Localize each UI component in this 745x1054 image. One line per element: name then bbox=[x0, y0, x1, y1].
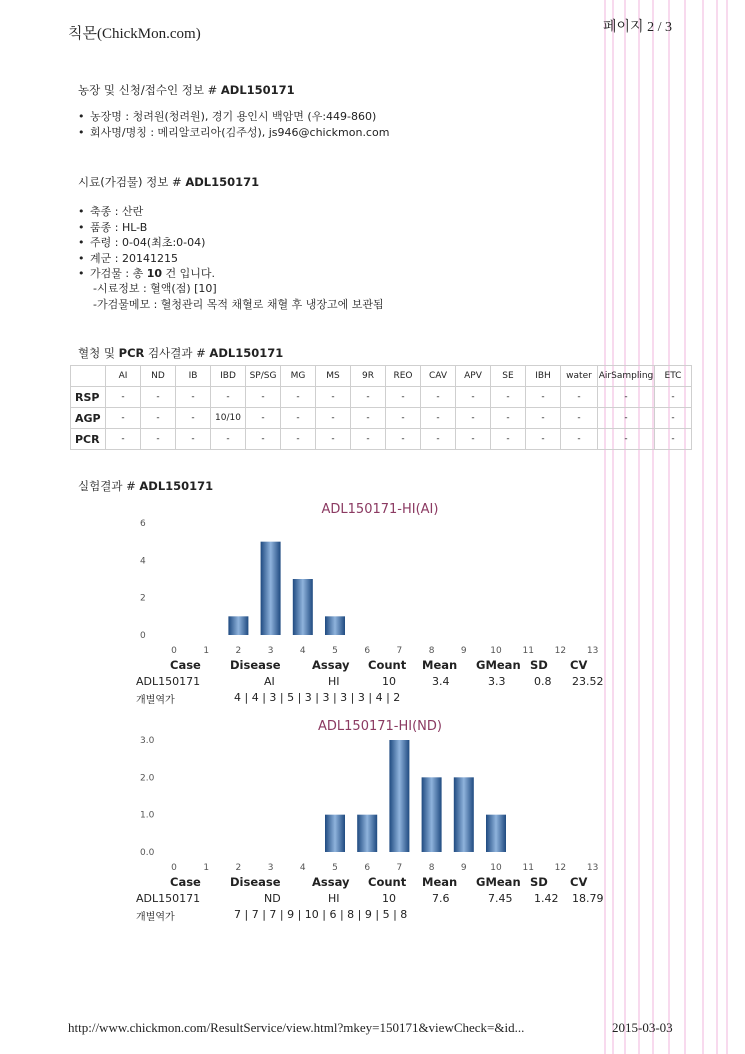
stats-value: 18.79 bbox=[572, 892, 604, 905]
column-header-reo: REO bbox=[386, 366, 421, 387]
stats-label: SD bbox=[530, 875, 548, 889]
table-cell: - bbox=[526, 387, 561, 408]
x-tick-label: 3 bbox=[267, 646, 274, 656]
sample-sub-info bbox=[78, 281, 384, 312]
column-header-nd: ND bbox=[141, 366, 176, 387]
stats-label: GMean bbox=[476, 658, 521, 672]
x-tick-label: 12 bbox=[554, 863, 567, 873]
table-cell: - bbox=[491, 408, 526, 429]
column-header-cav: CAV bbox=[421, 366, 456, 387]
farm-info-list bbox=[78, 109, 389, 140]
x-tick-label: 7 bbox=[396, 646, 403, 656]
x-tick-label: 2 bbox=[235, 863, 242, 873]
column-header-ai: AI bbox=[106, 366, 141, 387]
bar-9 bbox=[454, 777, 474, 852]
row-header: RSP bbox=[71, 387, 106, 408]
stats-value: ADL150171 bbox=[136, 892, 201, 905]
table-cell: - bbox=[246, 408, 281, 429]
stats-label: Disease bbox=[230, 658, 281, 672]
farm-title-text: 농장 및 신청/접수인 정보 # bbox=[78, 83, 218, 97]
table-cell: - bbox=[246, 429, 281, 450]
table-cell: - bbox=[211, 429, 246, 450]
table-header-row bbox=[71, 366, 692, 387]
table-cell: - bbox=[141, 387, 176, 408]
stats-nd bbox=[132, 875, 612, 924]
table-cell: - bbox=[141, 429, 176, 450]
table-cell: 10/10 bbox=[211, 408, 246, 429]
sample-section-title bbox=[78, 174, 259, 190]
column-header-ib: IB bbox=[176, 366, 211, 387]
bar-2 bbox=[228, 616, 248, 635]
x-tick-label: 13 bbox=[586, 863, 599, 873]
column-header-mg: MG bbox=[281, 366, 316, 387]
column-header-etc: ETC bbox=[655, 366, 692, 387]
stats-label: CV bbox=[570, 875, 588, 889]
x-tick-label: 10 bbox=[490, 863, 502, 873]
x-tick-label: 10 bbox=[490, 646, 502, 656]
chart-hi-nd bbox=[140, 712, 620, 877]
table-cell: - bbox=[456, 408, 491, 429]
x-tick-label: 8 bbox=[428, 646, 435, 656]
stats-value: 7.45 bbox=[488, 892, 513, 905]
experiment-section-title: 실험결과 # ADL150171 bbox=[78, 479, 214, 493]
y-tick-label: 2 bbox=[140, 593, 146, 604]
x-tick-label: 12 bbox=[554, 646, 567, 656]
column-header-airsampling: AirSampling bbox=[598, 366, 655, 387]
x-tick-label: 6 bbox=[364, 646, 371, 656]
x-tick-label: 0 bbox=[171, 863, 177, 873]
x-tick-label: 4 bbox=[299, 863, 306, 873]
x-tick-label: 8 bbox=[428, 863, 435, 873]
table-row bbox=[71, 429, 692, 450]
table-cell: - bbox=[421, 429, 456, 450]
table-cell: - bbox=[598, 408, 655, 429]
x-tick-label: 9 bbox=[460, 863, 467, 873]
bar-6 bbox=[357, 815, 377, 852]
stats-value: 23.52 bbox=[572, 675, 604, 688]
sample-title-text: 시료(가검물) 정보 # bbox=[78, 175, 182, 189]
sample-memo: -가검물메모 : 혈청관리 목적 채혈로 채혈 후 냉장고에 보관됨 bbox=[93, 297, 384, 311]
table-cell: - bbox=[491, 387, 526, 408]
site-name: 칙몬(ChickMon.com) bbox=[68, 26, 201, 42]
y-tick-label: 2.0 bbox=[140, 773, 155, 784]
x-tick-label: 13 bbox=[586, 646, 599, 656]
pcr-section-title: 혈청 및 PCR 검사결과 # ADL150171 bbox=[78, 346, 284, 360]
table-cell: - bbox=[598, 387, 655, 408]
row-header: PCR bbox=[71, 429, 106, 450]
stats-ai bbox=[132, 658, 612, 707]
table-cell: - bbox=[141, 408, 176, 429]
table-cell: - bbox=[421, 408, 456, 429]
x-tick-label: 2 bbox=[235, 646, 242, 656]
table-cell: - bbox=[386, 429, 421, 450]
x-tick-label: 9 bbox=[460, 646, 467, 656]
table-cell: - bbox=[421, 387, 456, 408]
table-cell: - bbox=[351, 429, 386, 450]
stats-value: AI bbox=[264, 675, 275, 688]
table-row bbox=[71, 387, 692, 408]
table-cell: - bbox=[655, 408, 692, 429]
stats-value: 3.4 bbox=[432, 675, 450, 688]
farm-section-title bbox=[78, 82, 295, 98]
farm-name: • 농장명 : 청려원(청려원), 경기 용인시 백암면 (우:449-860) bbox=[78, 109, 389, 125]
table-cell: - bbox=[561, 408, 598, 429]
table-cell: - bbox=[281, 387, 316, 408]
table-cell: - bbox=[655, 387, 692, 408]
company-name: • 회사명/명칭 : 메리알코리아(김주성), js946@chickmon.com bbox=[78, 125, 389, 141]
stats-value: 7.6 bbox=[432, 892, 450, 905]
x-tick-label: 0 bbox=[171, 646, 177, 656]
stats-label: Count bbox=[368, 658, 407, 672]
table-cell: - bbox=[106, 387, 141, 408]
table-cell: - bbox=[281, 429, 316, 450]
table-cell: - bbox=[526, 429, 561, 450]
column-header-ibh: IBH bbox=[526, 366, 561, 387]
stats-label: Mean bbox=[422, 658, 458, 672]
x-tick-label: 5 bbox=[332, 646, 338, 656]
individual-label: 개별역가 bbox=[136, 912, 175, 923]
footer-url: http://www.chickmon.com/ResultService/view.html?mkey=150171&viewCheck=&id... bbox=[68, 1020, 525, 1035]
table-cell: - bbox=[351, 408, 386, 429]
sample-title-id: ADL150171 bbox=[185, 175, 260, 189]
column-header-9r: 9R bbox=[351, 366, 386, 387]
stats-value: 10 bbox=[382, 675, 396, 688]
sample-count: • 가검물 : 총 10 건 입니다. bbox=[78, 266, 215, 282]
y-tick-label: 0 bbox=[140, 631, 146, 641]
stats-label: Case bbox=[170, 658, 201, 672]
individual-values: 4 | 4 | 3 | 5 | 3 | 3 | 3 | 3 | 4 | 2 bbox=[234, 691, 401, 704]
page-number: 페이지 2 / 3 bbox=[603, 20, 672, 35]
x-tick-label: 1 bbox=[203, 863, 210, 873]
stats-value: 1.42 bbox=[534, 892, 559, 905]
table-cell: - bbox=[246, 387, 281, 408]
table-cell: - bbox=[176, 408, 211, 429]
y-tick-label: 4 bbox=[140, 556, 146, 567]
column-header-ms: MS bbox=[316, 366, 351, 387]
chart-hi-ai bbox=[140, 495, 620, 660]
table-cell: - bbox=[106, 408, 141, 429]
stats-label: CV bbox=[570, 658, 588, 672]
x-tick-label: 11 bbox=[522, 646, 534, 656]
stats-label: SD bbox=[530, 658, 548, 672]
table-cell: - bbox=[561, 429, 598, 450]
x-tick-label: 5 bbox=[332, 863, 338, 873]
farm-title-id: ADL150171 bbox=[220, 83, 295, 97]
table-cell: - bbox=[655, 429, 692, 450]
individual-values: 7 | 7 | 7 | 9 | 10 | 6 | 8 | 9 | 5 | 8 bbox=[234, 908, 408, 921]
flock: • 계군 : 20141215 bbox=[78, 251, 215, 267]
table-cell: - bbox=[176, 429, 211, 450]
table-cell: - bbox=[561, 387, 598, 408]
sample-info-list bbox=[78, 204, 215, 282]
stats-label: Assay bbox=[312, 875, 350, 889]
x-tick-label: 1 bbox=[203, 646, 210, 656]
y-tick-label: 6 bbox=[140, 519, 146, 529]
y-tick-label: 0.0 bbox=[140, 848, 155, 858]
footer-date: 2015-03-03 bbox=[612, 1020, 673, 1035]
stats-label: GMean bbox=[476, 875, 521, 889]
stats-value: 10 bbox=[382, 892, 396, 905]
individual-label: 개별역가 bbox=[136, 695, 175, 706]
table-cell: - bbox=[106, 429, 141, 450]
table-cell: - bbox=[386, 408, 421, 429]
table-row bbox=[71, 408, 692, 429]
stats-value: ADL150171 bbox=[136, 675, 201, 688]
sample-detail: -시료정보 : 혈액(점) [10] bbox=[93, 282, 217, 295]
table-cell: - bbox=[598, 429, 655, 450]
table-cell: - bbox=[491, 429, 526, 450]
bar-10 bbox=[486, 815, 506, 852]
row-header: AGP bbox=[71, 408, 106, 429]
stats-value: ND bbox=[264, 892, 281, 905]
table-cell: - bbox=[456, 387, 491, 408]
bar-7 bbox=[389, 740, 409, 852]
breed: • 품종 : HL-B bbox=[78, 220, 215, 236]
table-cell: - bbox=[211, 387, 246, 408]
y-tick-label: 3.0 bbox=[140, 736, 155, 746]
table-cell: - bbox=[176, 387, 211, 408]
bar-3 bbox=[261, 542, 281, 635]
stats-label: Assay bbox=[312, 658, 350, 672]
bar-5 bbox=[325, 616, 345, 635]
stats-label: Mean bbox=[422, 875, 458, 889]
table-cell: - bbox=[281, 408, 316, 429]
table-cell: - bbox=[456, 429, 491, 450]
table-cell: - bbox=[386, 387, 421, 408]
table-cell: - bbox=[316, 408, 351, 429]
table-cell: - bbox=[526, 408, 561, 429]
x-tick-label: 4 bbox=[299, 646, 306, 656]
column-header-spsg: SP/SG bbox=[246, 366, 281, 387]
stats-value: 3.3 bbox=[488, 675, 506, 688]
x-tick-label: 3 bbox=[267, 863, 274, 873]
species: • 축종 : 산란 bbox=[78, 204, 215, 220]
stats-value: HI bbox=[328, 675, 340, 688]
bar-8 bbox=[422, 777, 442, 852]
test-results-table bbox=[70, 365, 692, 450]
stats-label: Disease bbox=[230, 875, 281, 889]
table-cell: - bbox=[316, 387, 351, 408]
table-cell: - bbox=[351, 387, 386, 408]
stats-value: HI bbox=[328, 892, 340, 905]
x-tick-label: 7 bbox=[396, 863, 403, 873]
stats-value: 0.8 bbox=[534, 675, 552, 688]
stats-label: Count bbox=[368, 875, 407, 889]
bar-5 bbox=[325, 815, 345, 852]
table-cell: - bbox=[316, 429, 351, 450]
column-header-se: SE bbox=[491, 366, 526, 387]
chart-title: ADL150171-HI(ND) bbox=[318, 719, 442, 734]
bar-4 bbox=[293, 579, 313, 635]
stats-label: Case bbox=[170, 875, 201, 889]
x-tick-label: 6 bbox=[364, 863, 371, 873]
chart-title: ADL150171-HI(AI) bbox=[321, 502, 439, 517]
y-tick-label: 1.0 bbox=[140, 810, 155, 821]
column-header-ibd: IBD bbox=[211, 366, 246, 387]
column-header-water: water bbox=[561, 366, 598, 387]
column-header-apv: APV bbox=[456, 366, 491, 387]
x-tick-label: 11 bbox=[522, 863, 534, 873]
age: • 주령 : 0-04(최초:0-04) bbox=[78, 235, 215, 251]
